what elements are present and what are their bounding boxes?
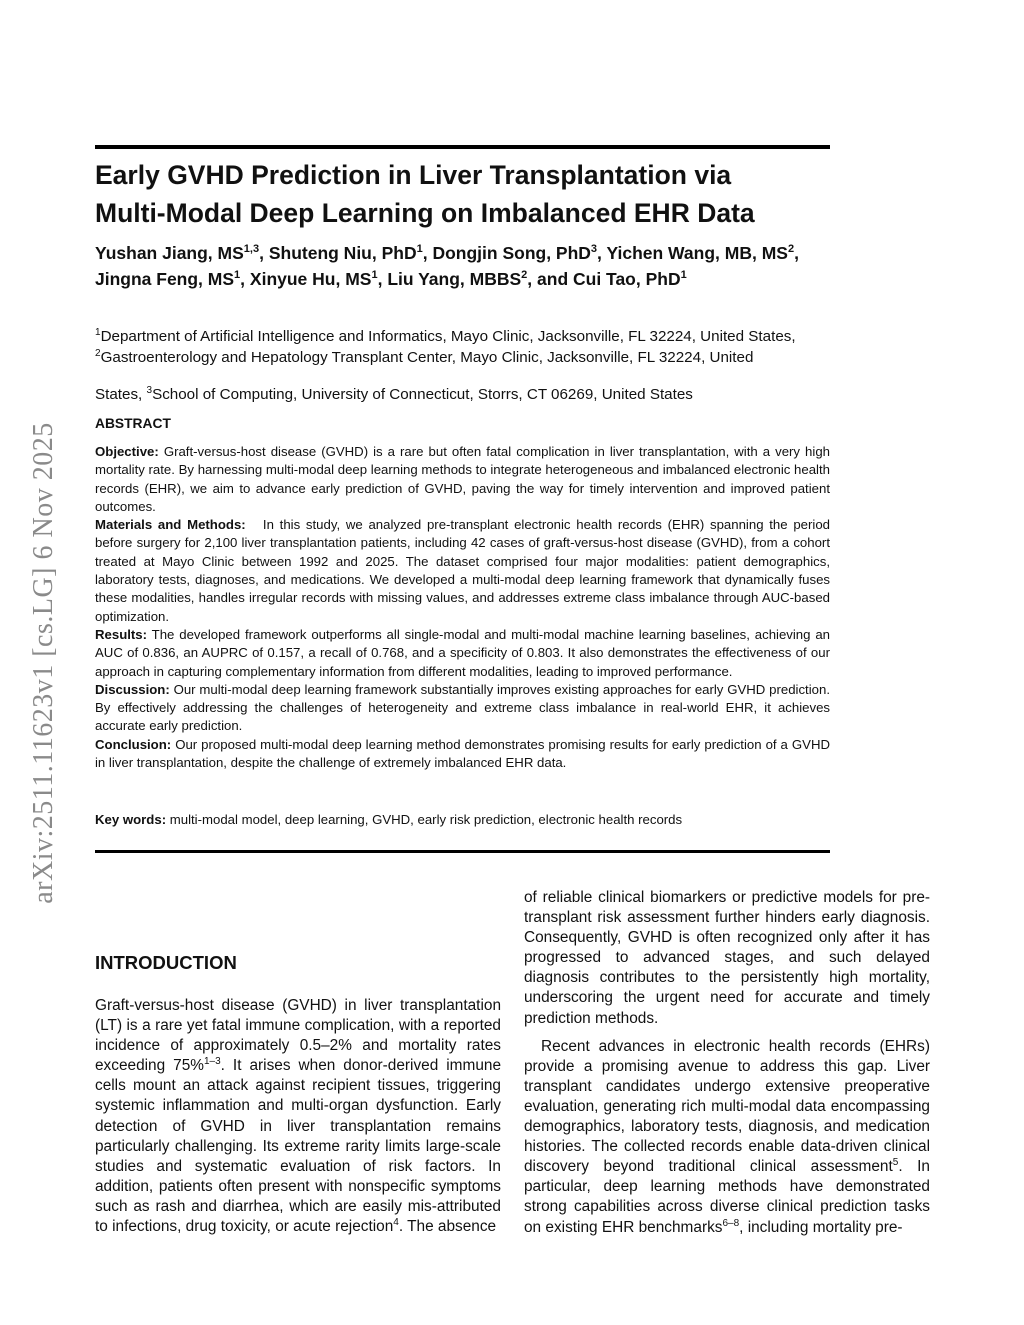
intro-paragraph-2: Recent advances in electronic health records (EHRs) provide a promising avenue to address this gap. Liver transplant candidates undergo extensive preoperative evaluation, generating rich multi-modal data encompassing demographics, laboratory tests, diagnosis, and medication histories. The collected records enable data-driven clinical discovery beyond traditional clinical assessment$^5$. In particular, deep learning methods have demonstrated strong capabilities across diverse clinical prediction tasks on existing EHR benchmarks$^{6-8}$, including mortality pre- bbox=[524, 1037, 930, 1236]
author: Yichen Wang, MB, $MS^2$, bbox=[606, 243, 799, 263]
citation: 4 bbox=[393, 1216, 399, 1228]
intro-paragraph-1: Graft-versus-host disease (GVHD) in liver transplantation (LT) is a rare yet fatal immune complication, with a reported incidence of approximately 0.5–2% and mortality rates exceeding 75%$^{1-3}$. It arises when donor-derived immune cells mount an attack against recipient tissues, triggering systemic inflammation and multi-organ dysfunction. Early detection of GVHD in liver transplantation remains particularly challenging. Its extreme rarity limits large-scale studies and systematic evaluation of risk factors. In addition, patients often present with nonspecific symptoms such as rash and diarrhea, which are easily mis-attributed to infections, drug toxicity, or acute rejection$^4$. The absence bbox=[95, 997, 501, 1236]
top-rule bbox=[95, 145, 830, 149]
affiliation-3: States, $^3$School of Computing, University of Connecticut, Storrs, CT 06269, United States bbox=[95, 384, 693, 403]
bottom-rule bbox=[95, 850, 830, 853]
author: Dongjin Song, PhD$^3$, bbox=[432, 243, 607, 263]
title-line-1: Early GVHD Prediction in Liver Transplantation via bbox=[95, 160, 732, 190]
abstract-heading: ABSTRACT bbox=[95, 416, 171, 431]
citation: 1–3 bbox=[203, 1056, 221, 1068]
abstract-discussion: Discussion: Our multi-modal deep learning framework substantially improves existing approaches for early GVHD prediction. By effectively addressing the challenges of heterogeneity and extreme class imbalance in real-world EHR, it achieves accurate early prediction. bbox=[95, 681, 830, 734]
citation: 6–8 bbox=[722, 1217, 740, 1229]
keywords: Key words: multi-modal model, deep learning, GVHD, early risk prediction, electronic health records bbox=[95, 812, 683, 827]
abstract-objective: Objective: Graft-versus-host disease (GVHD) is a rare but often fatal complication in liver transplantation, with a very high mortality rate. By harnessing multi-modal deep learning methods to integrate heterogeneous and imbalanced electronic health records (EHR), we aim to advance early prediction of GVHD, paving the way for timely intervention and improved patient outcomes. bbox=[95, 444, 830, 514]
left-column bbox=[95, 996, 501, 1237]
affiliation-2: $^2$Gastroenterology and Hepatology Transplant Center, Mayo Clinic, Jacksonville, FL 32224, United bbox=[95, 347, 754, 366]
abstract-body bbox=[95, 443, 830, 772]
abstract-conclusion: Conclusion: Our proposed multi-modal deep learning method demonstrates promising results for early prediction of a GVHD in liver transplantation, despite the challenge of extremely imbalanced EHR data. bbox=[95, 736, 830, 771]
introduction-heading: INTRODUCTION bbox=[95, 952, 237, 973]
intro-paragraph-1-cont: of reliable clinical biomarkers or predictive models for pre-transplant risk assessment further hinders early diagnosis. Consequently, GVHD is often recognized only after it has progressed to advanced stages, and such delayed diagnosis contributes to the persistently high mortality, underscoring the urgent need for accurate and timely prediction methods. bbox=[524, 889, 930, 1027]
author-list bbox=[95, 240, 830, 292]
title-line-2: Multi-Modal Deep Learning on Imbalanced EHR Data bbox=[95, 198, 755, 228]
author: Yushan Jiang, MS$^{1,3}$, bbox=[95, 243, 269, 263]
author: Jingna Feng, $MS^1$, bbox=[95, 269, 250, 289]
paper-title bbox=[95, 156, 830, 232]
right-column bbox=[524, 888, 930, 1238]
arxiv-stamp: arXiv:2511.11623v1 [cs.LG] 6 Nov 2025 bbox=[28, 422, 59, 904]
citation: 5 bbox=[892, 1157, 899, 1169]
author: Shuteng Niu, PhD$^1$, bbox=[268, 243, 433, 263]
abstract-methods: Materials and Methods: In this study, we analyzed pre-transplant electronic health records (EHR) spanning the period before surgery for 2,100 liver transplantation patients, including 42 cases of graft-versus-host disease (GVHD), from a cohort treated at Mayo Clinic between 1992 and 2025. The dataset comprised four major modalities: patient demographics, laboratory tests, diagnoses, and medications. We developed a multi-modal deep learning framework that dynamically fuses these modalities, handles irregular records with missing values, and addresses extreme class imbalance through AUC-based optimization. bbox=[95, 517, 830, 624]
author: Xinyue Hu, $MS^1$, bbox=[249, 269, 388, 289]
affiliation-1: $^1$Department of Artificial Intelligence and Informatics, Mayo Clinic, Jacksonville, FL 32224, United States, bbox=[95, 326, 796, 345]
author: Liu Yang, MBBS$^2$, and bbox=[387, 269, 573, 289]
author: Cui Tao, PhD$^1$ bbox=[573, 269, 687, 289]
abstract-results: Results: The developed framework outperforms all single-modal and multi-modal machine learning baselines, achieving an AUC of 0.836, an AUPRC of 0.157, a recall of 0.768, and a specificity of 0.803. It also demonstrates the effectiveness of our approach in capturing complementary information from different modalities, leading to improved performance. bbox=[95, 626, 830, 679]
